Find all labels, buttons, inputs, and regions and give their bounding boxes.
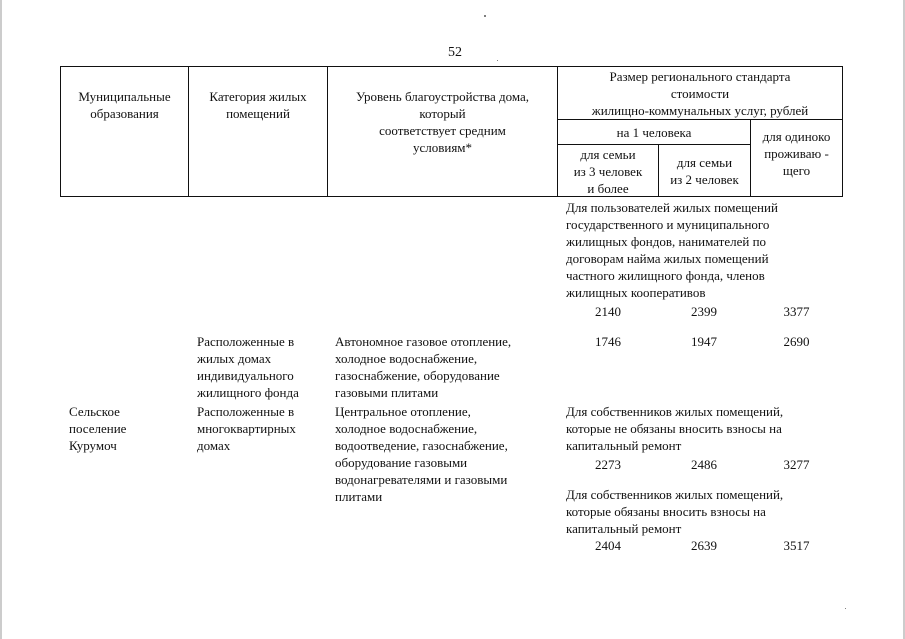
header-family-2: для семьи из 2 человек [670,155,739,187]
group-note-owners-fee: Для собственников жилых помещений, которые обязаны вносить взносы на капитальный ремонт [566,487,784,536]
header-municipality: Муниципальные образования [78,89,171,121]
category-individual-housing: Расположенные в жилых домах индивидуального жилищного фонда [197,334,299,400]
header-category: Категория жилых помещений [209,89,307,121]
amenity-apartment-buildings: Центральное отопление, холодное водоснабжение, водоотведение, газоснабжение, оборудование газовыми водонагревателями и газовыми плитами [335,404,508,504]
value-cell: 1947 [691,334,717,349]
amenity-individual-housing: Автономное газовое отопление, холодное водоснабжение, газоснабжение, оборудование газовыми плитами [335,334,512,400]
value-cell: 2486 [691,457,717,472]
value-cell: 2639 [691,538,717,553]
header-per-person: на 1 человека [616,125,692,140]
page-number: 52 [448,45,462,60]
scan-speck [484,15,486,17]
value-cell: 3517 [783,538,810,553]
group-note-owners-no-fee: Для собственников жилых помещений, которые не обязаны вносить взносы на капитальный ремонт [566,404,784,453]
value-cell: 1746 [595,334,621,349]
value-cell: 2140 [595,304,621,319]
scan-speck [845,608,846,609]
header-family-3: для семьи из 3 человек и более [573,147,643,196]
municipality-name: Сельское поселение Курумоч [69,404,127,453]
group-note-users: Для пользователей жилых помещений государственного и муниципального жилищных фондов, нанимателей по договорам найма жилых помещений частного жилищного фонда, членов жилищных кооперативов [566,200,778,300]
value-cell: 2404 [595,538,621,553]
header-single: для одиноко проживаю - щего [762,129,831,178]
scan-speck [497,60,498,61]
value-cell: 2690 [783,334,810,349]
value-cell: 3277 [783,457,810,472]
value-cell: 3377 [783,304,810,319]
header-standard-size: Размер регионального стандарта стоимости жилищно-коммунальных услуг, рублей [591,69,809,118]
value-cell: 2273 [595,457,621,472]
scan-edge-left [0,0,2,639]
category-apartment-buildings: Расположенные в многоквартирных домах [197,404,296,453]
value-cell: 2399 [691,304,717,319]
header-amenity-level: Уровень благоустройства дома, который соответствует средним условиям* [355,89,530,155]
